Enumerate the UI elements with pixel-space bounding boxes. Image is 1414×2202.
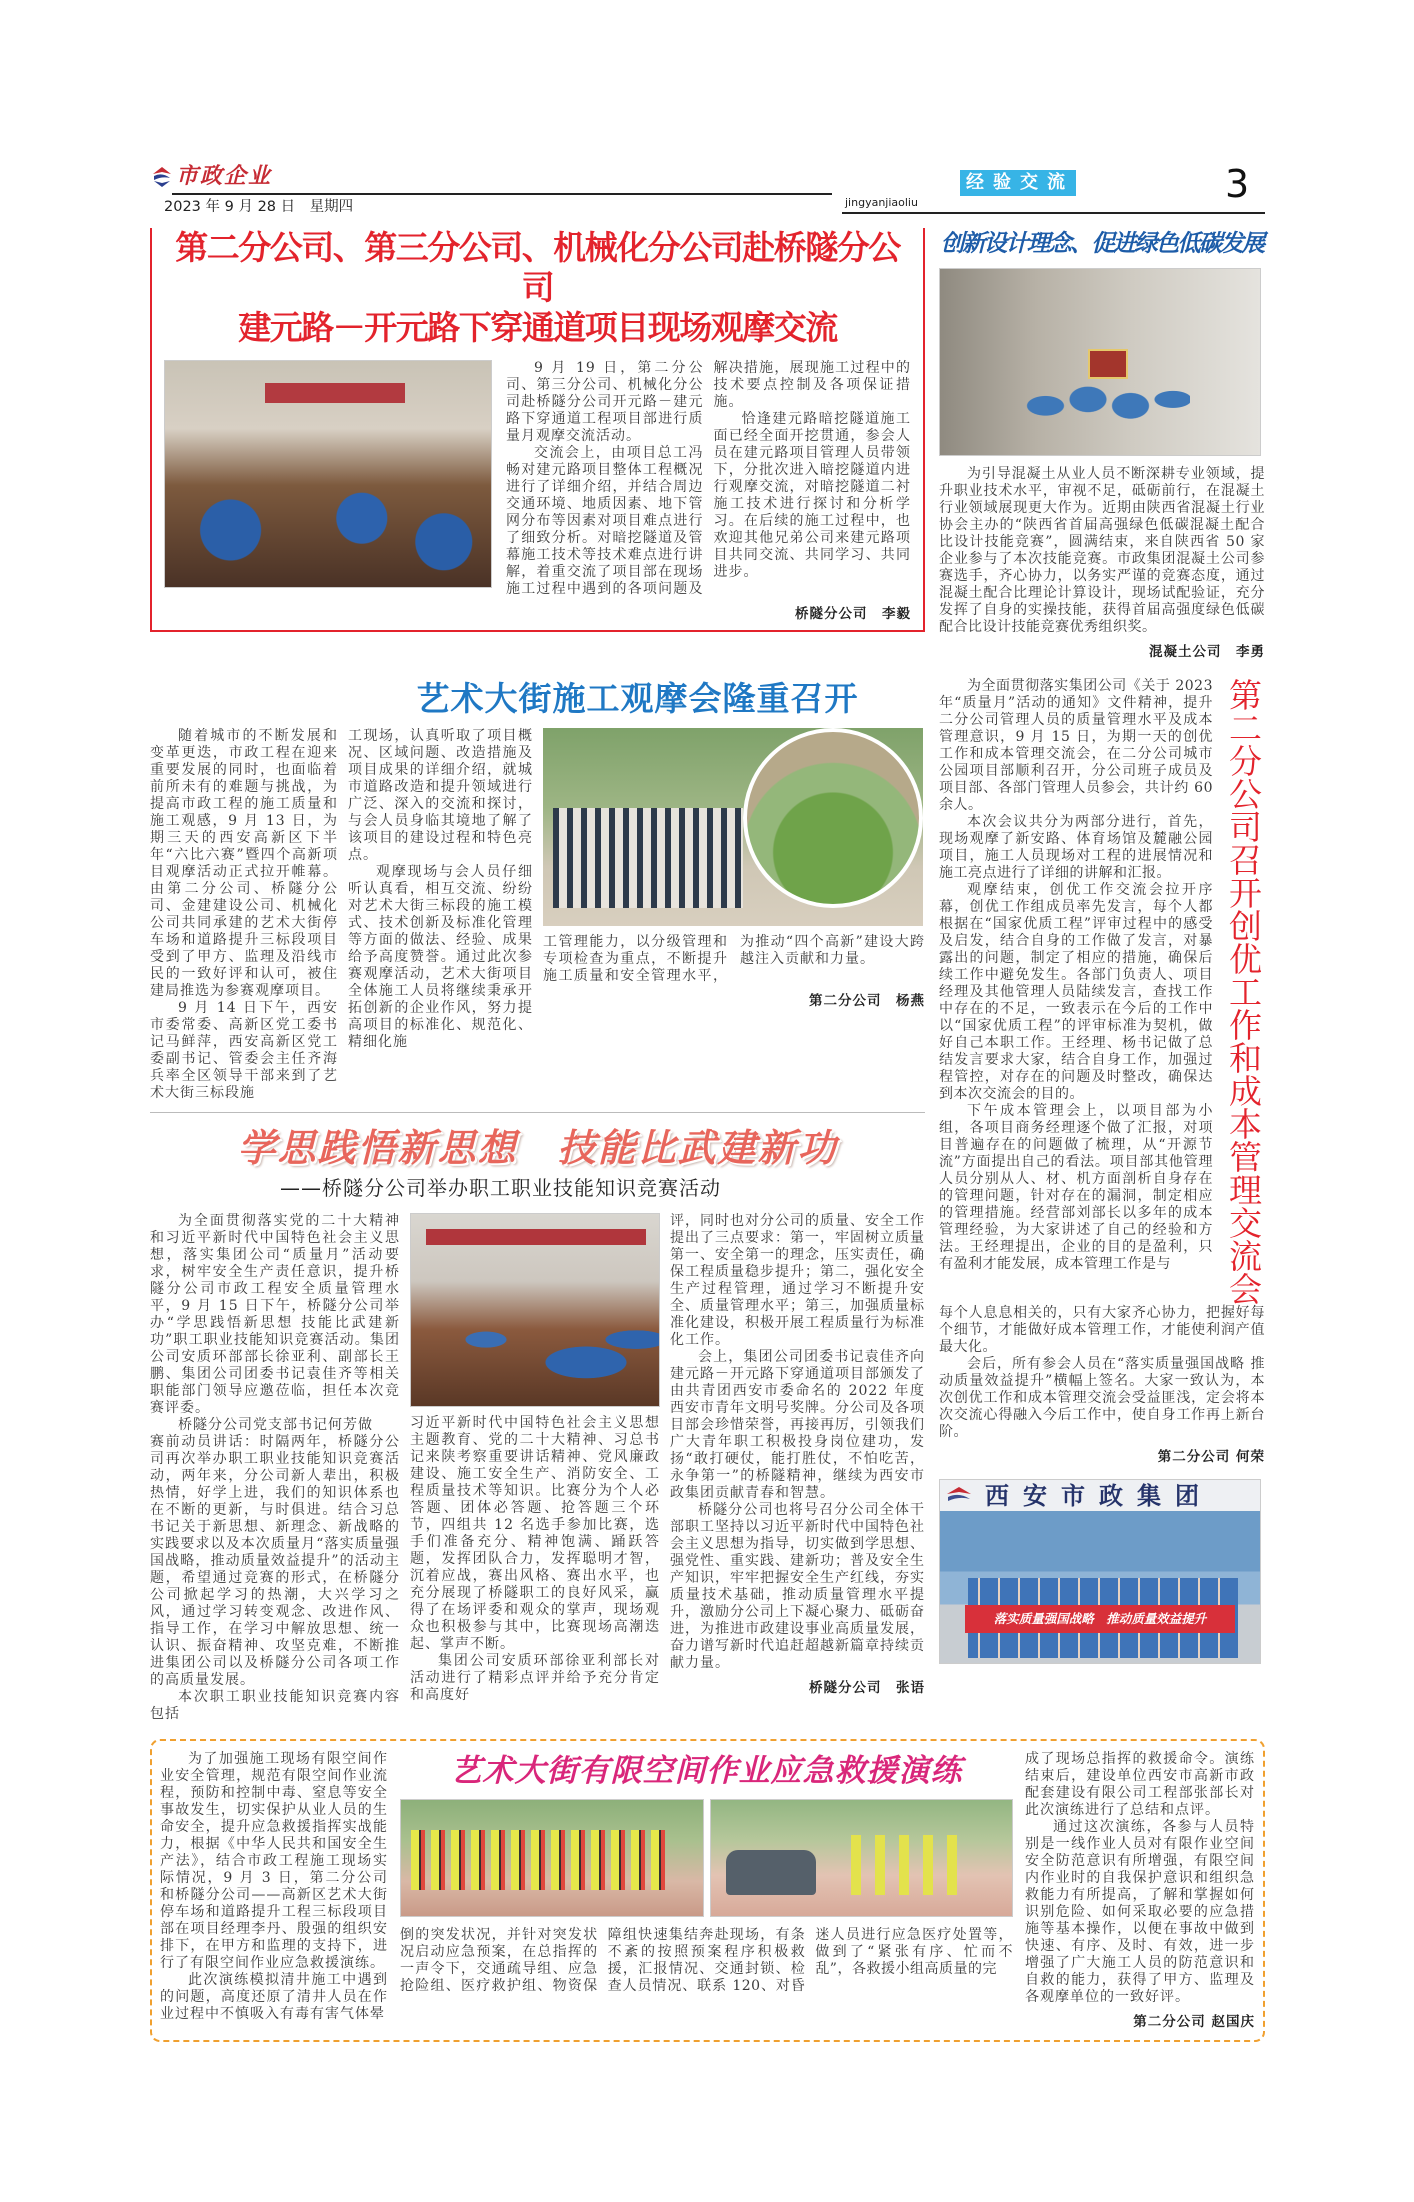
article2-col3 (543, 934, 925, 985)
paragraph: 成了现场总指挥的救援命令。演练结束后，建设单位西安市高新市政配套建设有限公司工程部张部长对此次演练进行了总结和点评。 (1025, 1751, 1255, 1818)
paragraph: 桥隧分公司也将号召分公司全体干部职工坚持以习近平新时代中国特色社会主义思想为指导，切实做到学思想、强党性、重实践、建新功；普及安全生产知识，牢牢把握安全生产红线，夯实质量技术基础，推动质量管理水平提升，激励分公司上下凝心聚力、砥砺奋进，为推进市政建设事业高质量发展，奋力谱写新时代追赶超越新篇章持续贡献力量。 (670, 1502, 925, 1671)
building-sign: 西安市政集团 (985, 1482, 1213, 1510)
article1-content (164, 360, 911, 622)
masthead-rule-left (172, 193, 832, 195)
paragraph: 恰逢建元路暗挖隧道施工面已经全面开挖贯通，参会人员在建元路项目管理人员带领下，分批次进入暗挖隧道内进行观摩交流，对暗挖隧道二衬施工技术进行探讨和分析学习。在后续的施工过程中，也欢迎其他兄弟公司来建元路项目共同交流、共同学习、共同进步。 (713, 411, 911, 580)
paragraph: 集团公司安质环部徐亚利部长对活动进行了精彩点评并给予充分肯定和高度好 (410, 1653, 660, 1703)
article1-body (506, 360, 911, 598)
paragraph: 为了加强施工现场有限空间作业安全管理，规范有限空间作业流程，预防和控制中毒、窒息等安全事故发生，切实保护从业人员的生命安全，提升应急救援指挥实战能力，根据《中华人民共和国安全生产法》，结合市政工程施工现场实际情况，9 月 3 日，第二分公司和桥隧分公司——高新区艺术大街停车场和道路提升工程三标段项目部在项目经理李丹、殷强的组织安排下，在甲方和监理的支持下，进行了有限空间作业应急救援演练。 (160, 1751, 388, 1971)
paragraph: 为全面贯彻落实党的二十大精神和习近平新时代中国特色社会主义思想，落实集团公司“质量月”活动要求，树牢安全生产责任意识，提升桥隧分公司市政工程安全质量管理水平，9 月 15 日下午，桥隧分公司举办“学思践悟新思想 技能比武建新功”职工职业技能知识竞赛活动。集团公司安质环部部长徐亚利、副部长王鹏、集团公司团委书记袁佳齐等相关职能部门领导应邀莅临，担任本次竞赛评委。 (150, 1213, 400, 1416)
article3-narrow (939, 678, 1213, 1273)
rescue-team (411, 1830, 671, 1890)
left-middle (150, 678, 925, 1723)
article-observation-exchange (150, 228, 925, 632)
attendees (165, 471, 492, 588)
issue-date: 2023 年 9 月 28 日 星期四 (164, 199, 354, 215)
article2-col1 (150, 728, 338, 1102)
article4-byline: 桥隧分公司 张语 (809, 1680, 925, 1696)
group-photo (939, 1479, 1261, 1664)
article4-subtitle: ——桥隧分公司举办职工职业技能知识竞赛活动 (280, 1176, 721, 1200)
paragraph: 观摩现场与会人员仔细听认真看，相互交流、纷纷对艺术大街三标段的施工模式、技术创新及标准化管理等方面的做法、经验、成果给予高度赞誉。通过此次参赛观摩活动，艺术大街项目全体施工人员将继续秉承开拓创新的企业作风，努力提高项目的标准化、规范化、精细化施 (348, 864, 533, 1050)
drill-col1 (160, 1751, 388, 2023)
article2-byline: 第二分公司 杨燕 (809, 993, 925, 1009)
paragraph: 习近平新时代中国特色社会主义思想主题教育、党的二十大精神、习总书记来陕考察重要讲话精神、党风廉政建设、施工安全生产、消防安全、工程质量技术等知识。比赛分为个人必答题、团体必答题、抢答题三个环节，四组共 12 名选手参加比赛，选手们准备充分、精神饱满、踊跃答题，发挥团队合力，发挥聪明才智，沉着应战，赛出风格、赛出水平，也充分展现了桥隧职工的良好风采，赢得了在场评委和观众的掌声，现场观众也积极参与其中，比赛现场高潮迭起、掌声不断。 (410, 1415, 660, 1652)
contestants (411, 1294, 660, 1407)
red-banner: 落实质量强国战略 推动质量效益提升 (965, 1605, 1235, 1633)
row-top (150, 228, 1267, 660)
article4-title: 学思践悟新思想 技能比武建新功 (237, 1126, 838, 1170)
row-middle (150, 678, 1267, 1723)
article4-col1-top (150, 1213, 400, 1434)
newspaper-page (150, 160, 1267, 2202)
paragraph: 观摩结束，创优工作交流会拉开序幕，创优工作组成员率先发言，每个人都根据在“国家优质工程”评审过程中的感受及启发，结合自身的工作做了发言，对暴露出的问题，制定了相应的措施，确保后续工作中避免发生。各部门负责人、项目经理及其他管理人员陆续发言，查找工作中存在的不足，一致表示在今后的工作中以“国家优质工程”的评审标准为契机，做好自己本职工作。王经理、杨书记做了总结发言要求大家，结合自身工作，加强过程管控，对存在的问题及时整改，确保达到本次交流会的目的。 (939, 882, 1213, 1102)
paragraph: 会上，集团公司团委书记袁佳齐向建元路－开元路下穿通道项目部颁发了由共青团西安市委命名的 2022 年度西安市青年文明号奖牌。分公司及各项目部会珍惜荣誉，再接再厉，引领我们广大青年职工积极投身岗位建功，发扬“敢打硬仗，能打胜仗，不怕吃苦，永争第一”的桥隧精神，继续为西安市政集团贡献青春和智慧。 (670, 1349, 925, 1501)
page-number: 3 (1225, 162, 1250, 206)
paragraph: 会后，所有参会人员在“落实质量强国战略 推动质量效益提升”横幅上签名。大家一致认为，本次创优工作和成本管理交流会受益匪浅，定会将本次交流心得融入今后工作中，使自身工作再上新台阶。 (939, 1356, 1265, 1440)
drill-byline: 第二分公司 赵国庆 (1133, 2014, 1255, 2030)
right-middle (939, 678, 1265, 1664)
group-logo-icon (946, 1486, 972, 1508)
article4-middle (410, 1213, 660, 1704)
article1-title-line2: 建元路－开元路下穿通道项目现场观摩交流 (238, 308, 837, 347)
section-label: 经验交流 (960, 170, 1076, 196)
logo-icon (152, 166, 172, 188)
article1-title-line1: 第二分公司、第三分公司、机械化分公司赴桥隧分公司 (175, 228, 900, 307)
green-article-byline: 混凝土公司 李勇 (1149, 644, 1265, 660)
drill-right (1025, 1751, 1255, 2006)
stage-banner (426, 1229, 646, 1245)
article2-title: 艺术大街施工观摩会隆重召开 (416, 679, 859, 718)
meeting-room-photo (164, 360, 492, 588)
green-article-body (939, 466, 1265, 636)
responders (851, 1835, 961, 1895)
paragraph: 此次演练模拟清井施工中遇到的问题，高度还原了清井人员在作业过程中不慎吸入有毒有害气体晕 (160, 1972, 388, 2022)
section-pinyin: jingyanjiaoliu (845, 196, 918, 209)
article3-title: 第二分公司召开创优工作和成本管理交流会 (1224, 678, 1263, 1305)
article2-right (543, 728, 925, 1009)
award-photo (939, 268, 1261, 456)
article3-byline: 第二分公司 何荣 (1157, 1449, 1265, 1465)
article2-content (150, 728, 925, 1102)
article3-wide (939, 1305, 1265, 1441)
paragraph: 每个人息息相关的，只有大家齐心协力，把握好每个细节，才能做好成本管理工作，才能使利润产值最大化。 (939, 1305, 1265, 1355)
article2-col2 (348, 728, 533, 1051)
paragraph: 随着城市的不断发展和变革更迭，市政工程在迎来重要发展的同时，也面临着前所未有的难题与挑战，为提高市政工程的施工质量和施工观感，9 月 13 日，为期三天的西安高新区下半年“六比六赛”暨四个高新项目观摩活动正式拉开帷幕。由第二分公司、桥隧分公司、金建建设公司、机械化公司共同承建的艺术大街停车场和道路提升三标段项目受到了甲方、监理及沿线市民的一致好评和认可，被住建局推选为参赛观摩项目。 (150, 728, 338, 999)
paragraph: 9 月 19 日，第二分公司、第三分公司、机械化分公司赴桥隧分公司开元路－建元路下穿通道工程项目部进行质量月观摩交流活动。 (506, 360, 704, 444)
article4-right (670, 1213, 925, 1696)
paragraph: 评，同时也对分公司的质量、安全工作提出了三点要求：第一，牢固树立质量第一、安全第一的理念，压实责任，确保工程质量稳步提升；第二，强化安全生产过程管理，通过学习不断提升安全、质量管理水平；第三，加强质量标准化建设，积极开展工程质量行为标准化工作。 (670, 1213, 925, 1348)
paragraph: 赛前动员讲话：时隔两年，桥隧分公司再次举办职工职业技能知识竞赛活动，两年来，分公司新人辈出，积极热情，好学上进，我们的知识体系也在不断的更新，与时俱进。结合习总书记关于新思想、新理念、新战略的实践要求以及本次质量月“落实质量强国战略，推动质量效益提升”的活动主题，希望通过竞赛的形式，在桥隧分公司掀起学习的热潮，大兴学习之风，通过学习转变观念、改进作风、指导工作，在学习中解放思想、统一认识、振奋精神、攻坚克难，不断推进集团公司以及桥隧分公司各项工作的高质量发展。 (150, 1434, 400, 1688)
quiz-competition-photo (410, 1213, 660, 1407)
green-article-title: 创新设计理念、促进绿色低碳发展 (940, 229, 1264, 257)
article4-col2-bottom (410, 1415, 660, 1704)
article1-title (164, 228, 911, 348)
masthead (150, 160, 1265, 222)
drill-middle-area (400, 1751, 1013, 1995)
paragraph: 桥隧分公司党支部书记何芳做 (178, 1417, 373, 1433)
drill-photos (400, 1799, 1013, 1917)
article4-content (150, 1213, 925, 1723)
drill-right-area (1025, 1751, 1255, 2030)
paragraph: 本次会议共分为两部分进行，首先，现场观摩了新安路、体育场馆及麓融公园项目，施工人员现场对工程的进展情况和施工亮点进行了详细的讲解和汇报。 (939, 814, 1213, 881)
paragraph: 下午成本管理会上，以项目部为小组，各项目商务经理逐个做了汇报，对项目普遍存在的问题做了梳理，从“开源节流”方面提出自己的看法。项目部其他管理人员分别从人、材、机方面剖析自身存在的管理问题，针对存在的漏洞，制定相应的管理措施。经营部刘部长以多年的成本管理经验，为大家讲述了自己的经验和方法。王经理提出，企业的目的是盈利，只有盈利才能发展，成本管理工作是与 (939, 1103, 1213, 1272)
paragraph: 9 月 14 日下午，西安市委常委、高新区党工委书记马鲜萍，西安高新区党工委副书记、管委会主任齐海兵率全区领导干部来到了艺术大街三标段施 (150, 1000, 338, 1101)
paragraph: 工管理能力，以分级管理和专项检查为重点，不断提升施工质量和安全管理水平，为推动“四个高新”建设大跨越注入贡献和力量。 (543, 934, 925, 984)
drill-team-photo (400, 1799, 704, 1917)
article1-byline: 桥隧分公司 李毅 (795, 606, 911, 622)
paragraph: 本次职工职业技能知识竞赛内容包括 (150, 1689, 400, 1722)
paragraph: 倒的突发状况，并针对突发状况启动应急预案，在总指挥的一声令下，交通疏导组、应急抢险组、医疗救护组、物资保障组快速集结奔赴现场，有条不紊的按照预案程序积极救援，汇报情况、交通封锁、检查人员情况、联系 120、对昏迷人员进行应急医疗处置等，做到了“紧张有序、忙而不乱”，各救援小组高质量的完 (400, 1927, 1013, 1994)
masthead-rule-right (842, 212, 1265, 214)
article4-left (150, 1213, 400, 1723)
paragraph: 为全面贯彻落实集团公司《关于 2023 年“质量月”活动的通知》文件精神，提升二分公司管理人员的质量管理水平及成本管理意识，9 月 15 日，为期一天的创优工作和成本管理交流会，在二分公司城市公园项目部顺利召开，分公司班子成员及项目部、各部门管理人员参会，共计约 60 余人。 (939, 678, 1213, 813)
paragraph: 为引导混凝土从业人员不断深耕专业领域，提升职业技术水平，审视不足，砥砺前行，在混凝土行业领域展现更大作为。近期由陕西省混凝土行业协会主办的“陕西省首届高强绿色低碳混凝土配合比设计技能竞赛”，圆满结束，来自陕西省 50 家企业参与了本次技能竞赛。市政集团混凝土公司参赛选手，齐心协力，以务实严谨的竞赛态度，通过混凝土配合比理论计算设计，现场试配验证，充分发挥了自身的实操技能，获得首届高强度绿色低碳配合比设计技能竞赛优秀组织奖。 (939, 466, 1265, 635)
art-street-site-photo (543, 728, 923, 926)
drill-article-frame (150, 1739, 1265, 2042)
inset-circle-photo (743, 728, 923, 908)
green-article (939, 228, 1265, 660)
article4-col3 (670, 1213, 925, 1672)
paragraph: 工现场，认真听取了项目概况、区域问题、改造措施及项目成果的详细介绍，就城市道路改造和提升领域进行广泛、深入的交流和探讨，与会人员身临其境地了解了该项目的建设过程和特色亮点。 (348, 728, 533, 863)
masthead-logo-text: 市政企业 (176, 163, 273, 189)
article3-top (939, 678, 1265, 1305)
drill-middle (400, 1927, 1013, 1995)
drill-article-title: 艺术大街有限空间作业应急救援演练 (450, 1753, 963, 1789)
article1-text (506, 360, 911, 622)
drill-rescue-photo (710, 1799, 1014, 1917)
article2-rule (150, 1112, 925, 1113)
projection-screen (265, 383, 405, 403)
parked-car (726, 1850, 816, 1895)
article4-col1-bottom (150, 1434, 400, 1723)
paragraph: 通过这次演练，各参与人员特别是一线作业人员对有限作业空间安全防范意识有所增强，有限空间内作业时的自我保护意识和组织急救能力有所提高，了解和掌握如何识别危险、如何采取必要的应急措施等基本操作，以便在事故中做到快速、有序、及时、有效，进一步增强了广大施工人员的防范意识和自救的能力，获得了甲方、监理及各观摩单位的一致好评。 (1025, 1819, 1255, 2005)
people (1020, 329, 1190, 456)
visitors-group (553, 808, 743, 908)
paragraph: 交流会上，由项目总工冯畅对建元路项目整体工程概况进行了详细介绍，并结合周边交通环境、地质因素、地下管网分布等因素对项目难点进行了细致分析。对暗挖隧道及管幕施工技术等技术难点进行讲解，着重交流了项目部在现场施工过程中遇到的各项问题及解决措施，展现施工过程中的技术要点控制及各项保证措施。 (506, 360, 911, 597)
